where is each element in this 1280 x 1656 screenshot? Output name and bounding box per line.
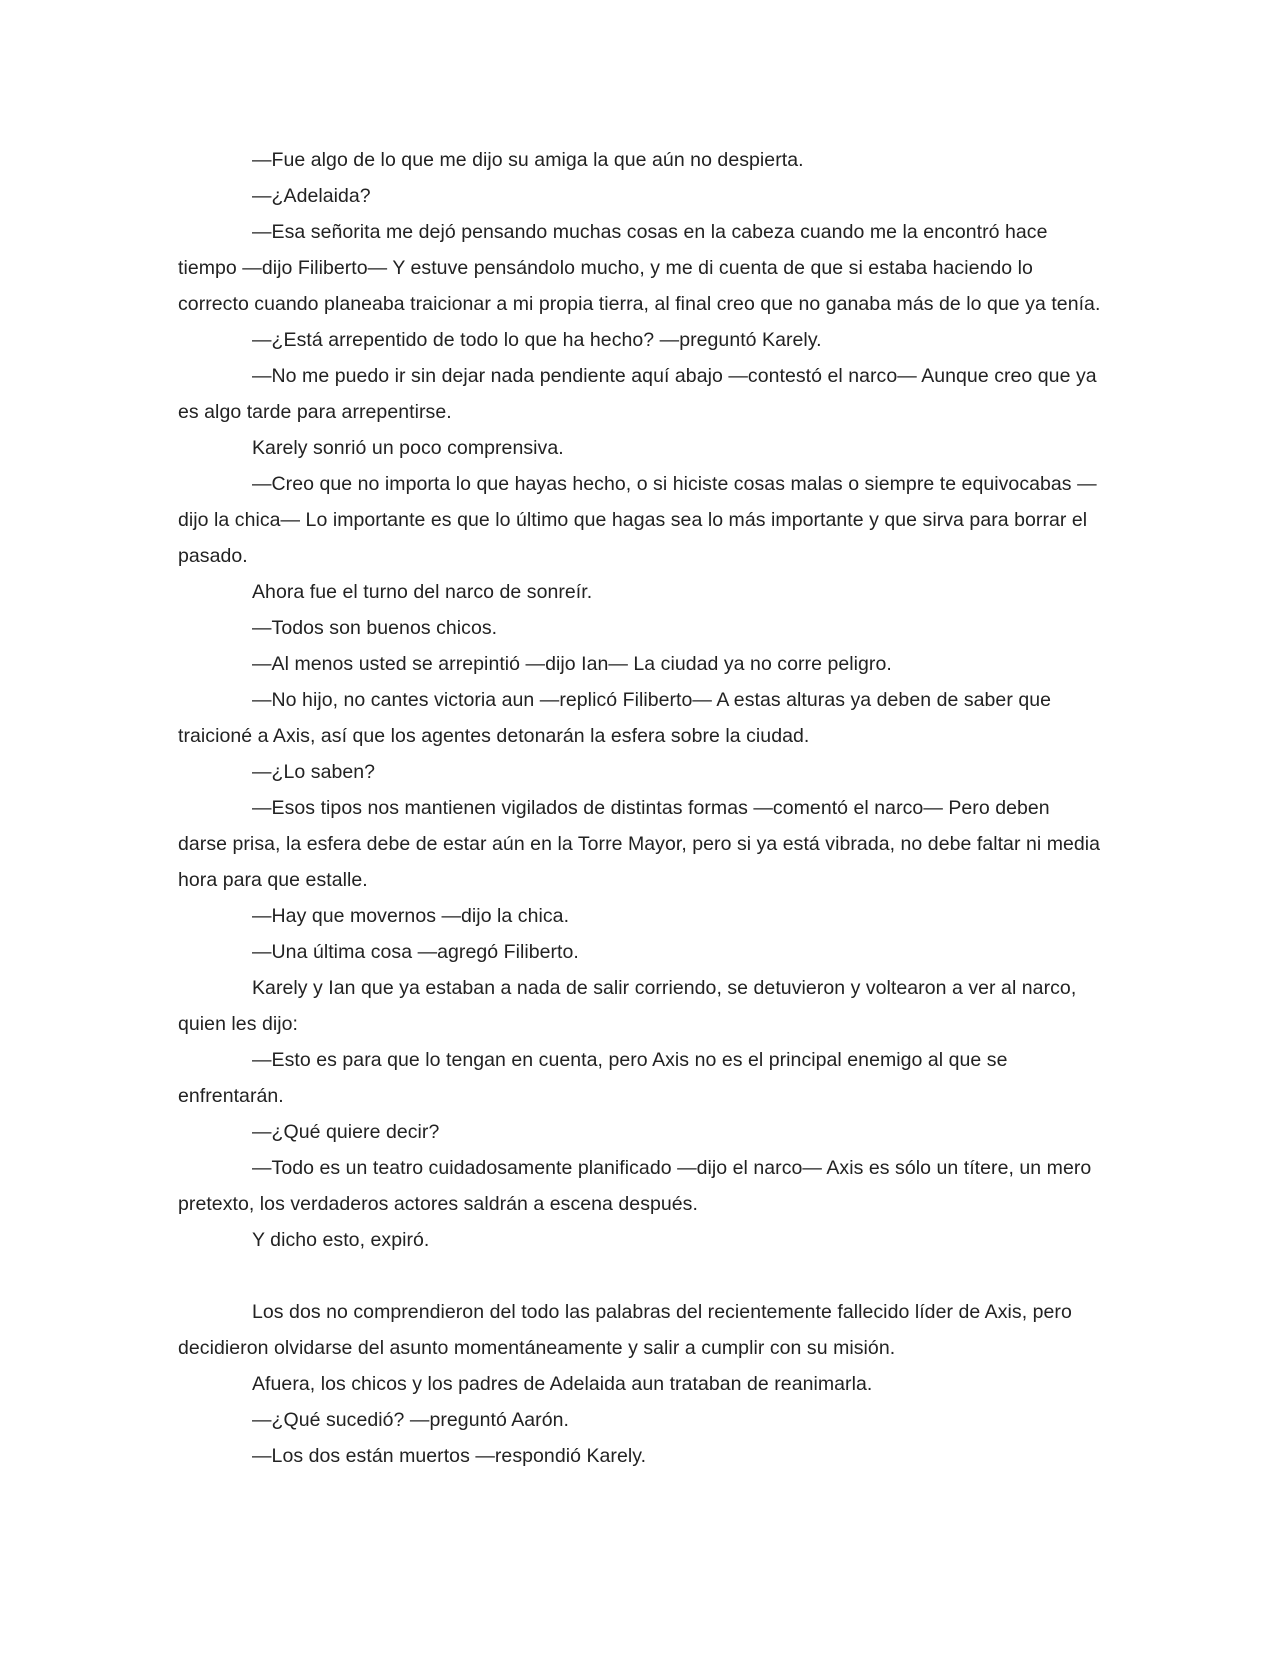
paragraph: —Los dos están muertos —respondió Karely.: [252, 1445, 647, 1467]
paragraph: Ahora fue el turno del narco de sonreír.: [252, 581, 593, 603]
paragraph: —¿Qué quiere decir?: [252, 1121, 440, 1143]
paragraph: —Una última cosa —agregó Filiberto.: [252, 941, 579, 963]
paragraph: —Creo que no importa lo que hayas hecho, o si hiciste cosas malas o siempre te equivocabas —dijo la chica— Lo importante es que lo último que hagas sea lo más importante y que sirva para borrar el pasado.: [178, 473, 1097, 567]
paragraph: —¿Está arrepentido de todo lo que ha hecho? —preguntó Karely.: [252, 329, 822, 351]
paragraph: Karely y Ian que ya estaban a nada de salir corriendo, se detuvieron y voltearon a ver al narco, quien les dijo:: [178, 977, 1077, 1035]
paragraph: —Hay que movernos —dijo la chica.: [252, 905, 570, 927]
paragraph: —No hijo, no cantes victoria aun —replicó Filiberto— A estas alturas ya deben de saber que traicioné a Axis, así que los agentes detonarán la esfera sobre la ciudad.: [178, 689, 1052, 747]
paragraph: Y dicho esto, expiró.: [252, 1229, 430, 1251]
paragraph: —Todos son buenos chicos.: [252, 617, 498, 639]
paragraph: —¿Qué sucedió? —preguntó Aarón.: [252, 1409, 569, 1431]
section-break: [178, 1258, 1102, 1294]
paragraph: —¿Lo saben?: [252, 761, 376, 783]
paragraph: —¿Adelaida?: [252, 185, 371, 207]
paragraph: —Esos tipos nos mantienen vigilados de distintas formas —comentó el narco— Pero deben darse prisa, la esfera debe de estar aún en la Torre Mayor, pero si ya está vibrada, no debe faltar ni media hora para que estalle.: [178, 797, 1101, 891]
paragraph: —Fue algo de lo que me dijo su amiga la que aún no despierta.: [252, 149, 804, 171]
paragraph: Karely sonrió un poco comprensiva.: [252, 437, 564, 459]
paragraph: Afuera, los chicos y los padres de Adelaida aun trataban de reanimarla.: [252, 1373, 873, 1395]
paragraph: Los dos no comprendieron del todo las palabras del recientemente fallecido líder de Axis, pero decidieron olvidarse del asunto momentáneamente y salir a cumplir con su misión.: [178, 1301, 1072, 1359]
paragraph: —Todo es un teatro cuidadosamente planificado —dijo el narco— Axis es sólo un títere, un mero pretexto, los verdaderos actores saldrán a escena después.: [178, 1157, 1092, 1215]
document-page: [178, 142, 1102, 1474]
paragraph: —Esto es para que lo tengan en cuenta, pero Axis no es el principal enemigo al que se enfrentarán.: [178, 1049, 1008, 1107]
paragraph: —Esa señorita me dejó pensando muchas cosas en la cabeza cuando me la encontró hace tiempo —dijo Filiberto— Y estuve pensándolo mucho, y me di cuenta de que si estaba haciendo lo correcto cuando planeaba traicionar a mi propia tierra, al final creo que no ganaba más de lo que ya tenía.: [178, 221, 1101, 315]
paragraph: —Al menos usted se arrepintió —dijo Ian— La ciudad ya no corre peligro.: [252, 653, 892, 675]
paragraph: —No me puedo ir sin dejar nada pendiente aquí abajo —contestó el narco— Aunque creo que ya es algo tarde para arrepentirse.: [178, 365, 1097, 423]
